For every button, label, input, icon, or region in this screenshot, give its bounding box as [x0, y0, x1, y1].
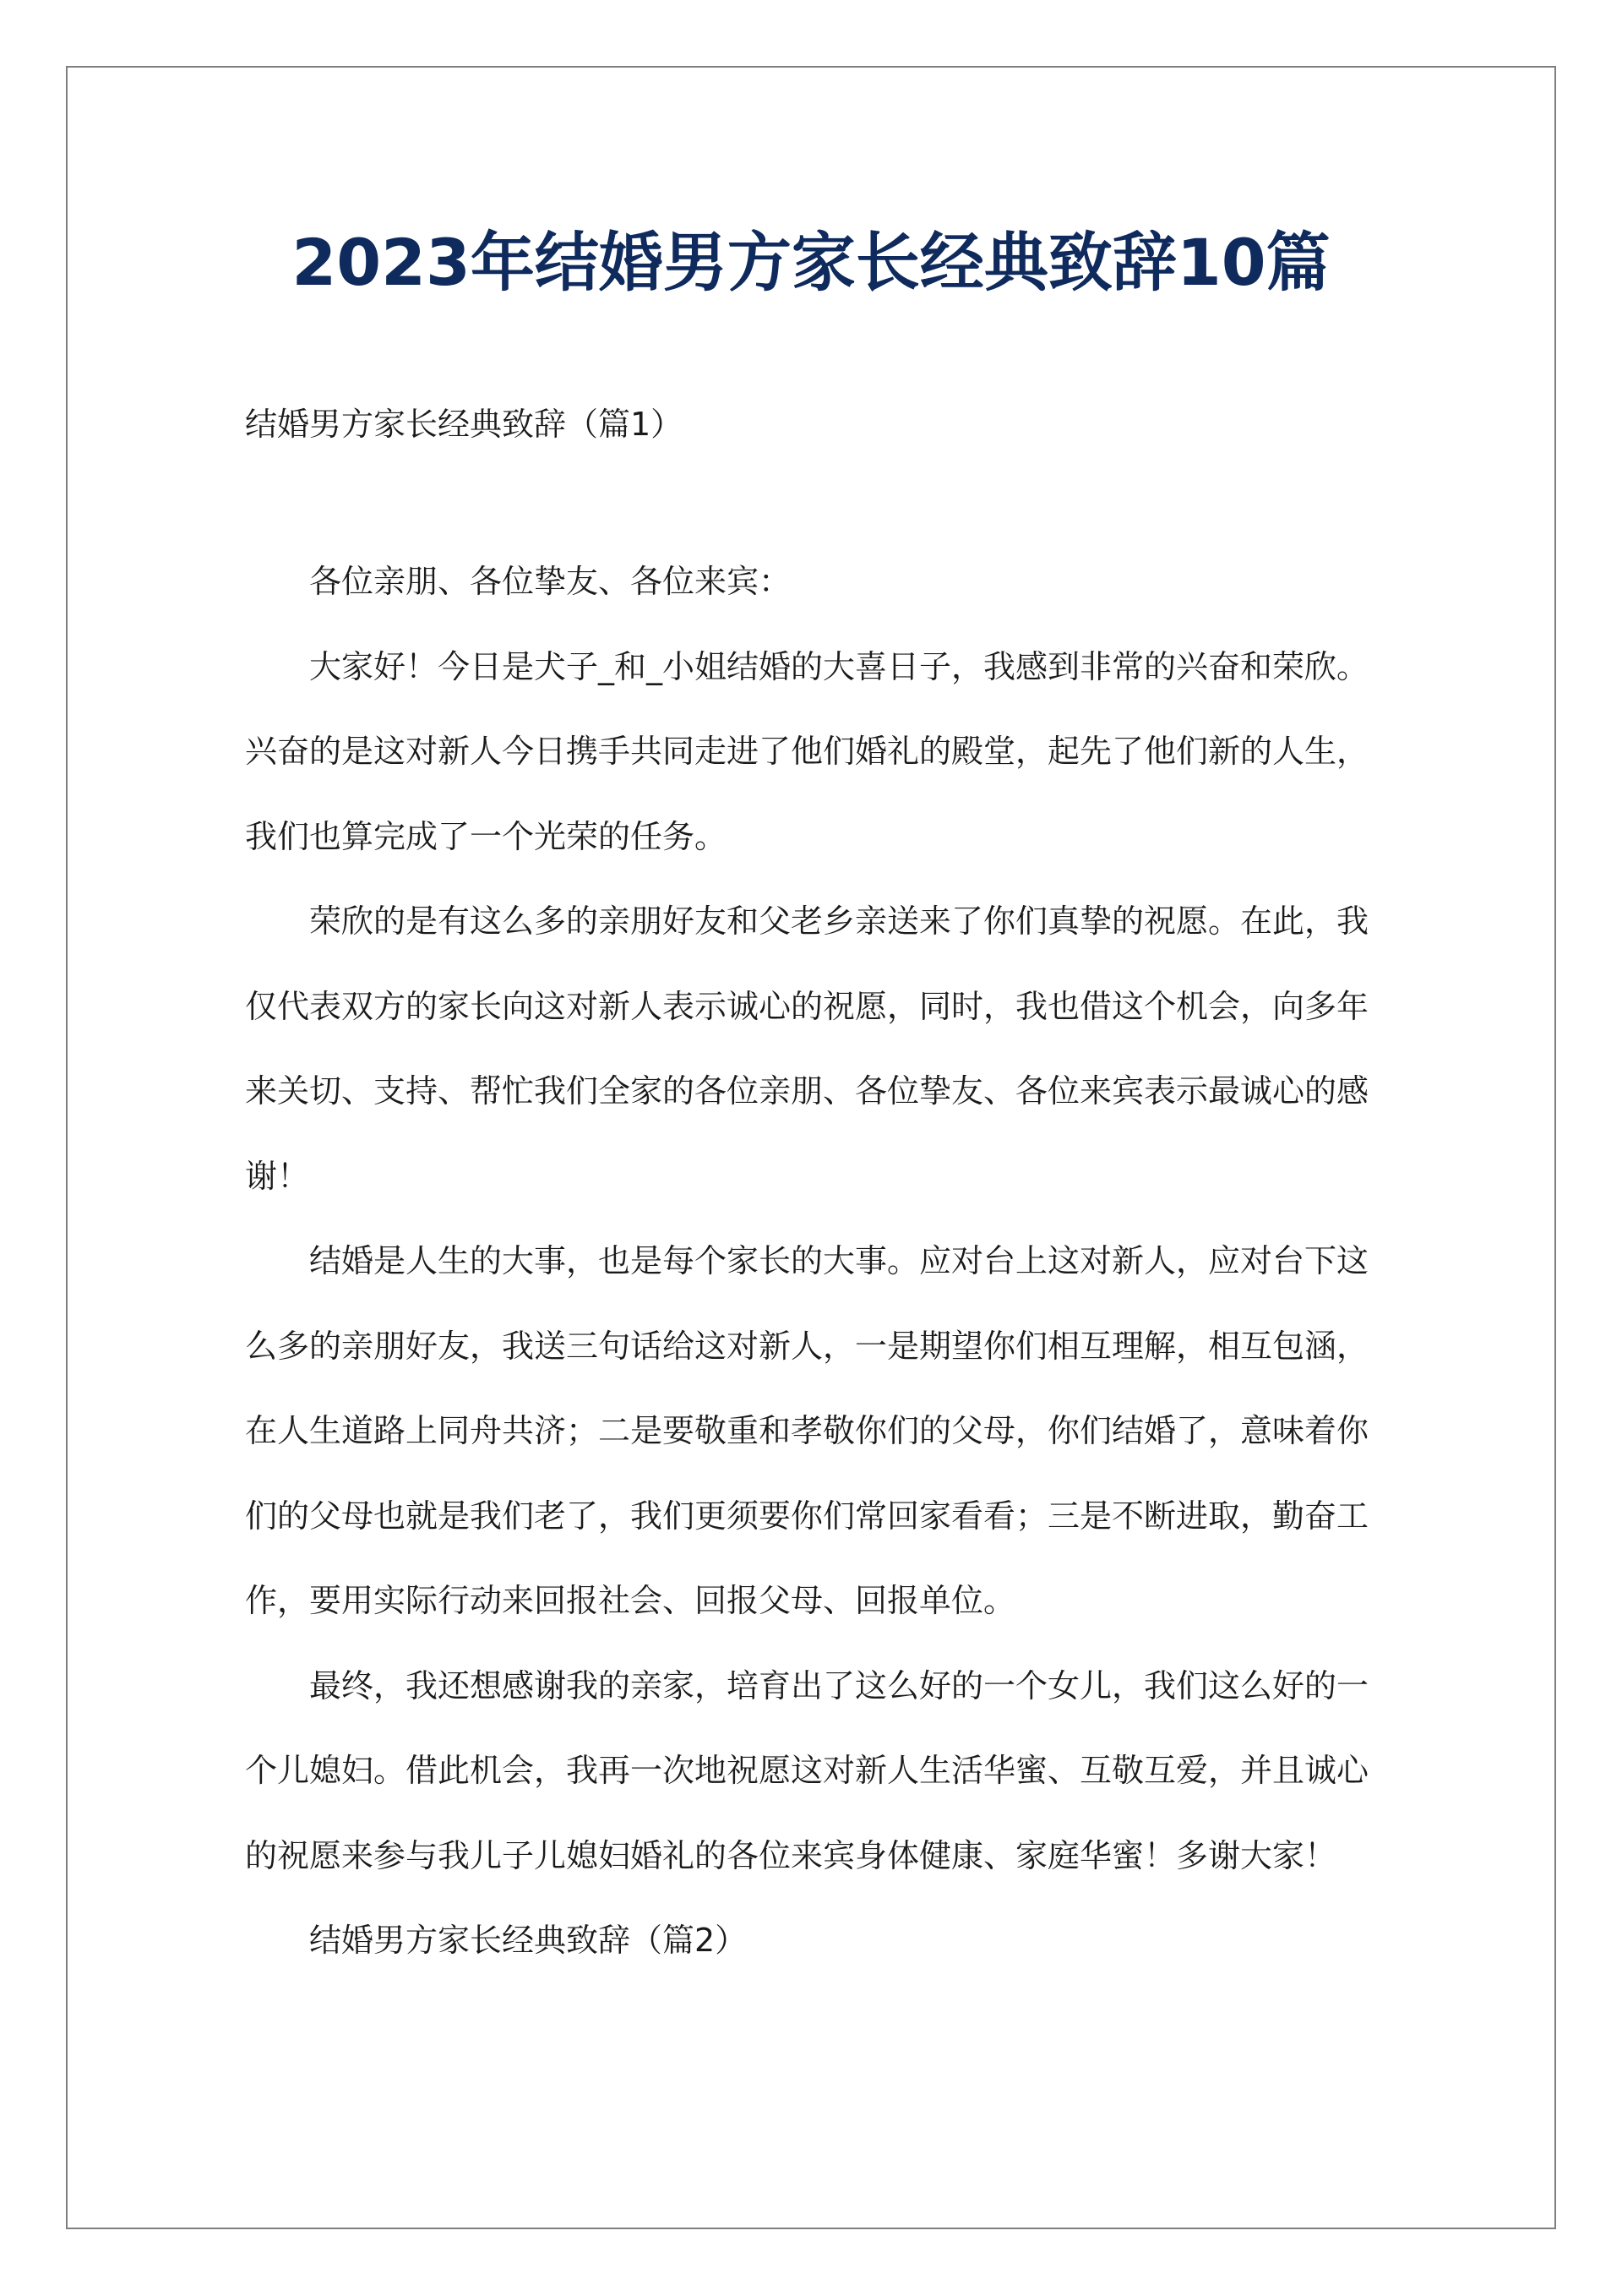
document-body: [245, 539, 1381, 1983]
section-heading: 结婚男方家长经典致辞（篇1）: [245, 406, 683, 443]
salutation-paragraph: 各位亲朋、各位挚友、各位来宾：: [309, 563, 792, 600]
document-title: 2023年结婚男方家长经典致辞10篇: [291, 225, 1331, 300]
body-paragraph: 荣欣的是有这么多的亲朋好友和父老乡亲送来了你们真挚的祝愿。在此，我仅代表双方的家长向这对新人表示诚心的祝愿，同时，我也借这个机会，向多年来关切、支持、帮忙我们全家的各位亲朋、各位挚友、各位来宾表示最诚心的感谢！: [245, 903, 1369, 1195]
body-paragraph: 结婚是人生的大事，也是每个家长的大事。应对台上这对新人，应对台下这么多的亲朋好友，我送三句话给这对新人，一是期望你们相互理解，相互包涵，在人生道路上同舟共济；二是要敬重和孝敬你们的父母，你们结婚了，意味着你们的父母也就是我们老了，我们更须要你们常回家看看；三是不断进取，勤奋工作，要用实际行动来回报社会、回报父母、回报单位。: [245, 1242, 1369, 1619]
section-heading: 结婚男方家长经典致辞（篇2）: [309, 1922, 748, 1959]
body-paragraph: 大家好！今日是犬子_和_小姐结婚的大喜日子，我感到非常的兴奋和荣欣。兴奋的是这对新人今日携手共同走进了他们婚礼的殿堂，起先了他们新的人生，我们也算完成了一个光荣的任务。: [245, 647, 1369, 855]
body-paragraph: 最终，我还想感谢我的亲家，培育出了这么好的一个女儿，我们这么好的一个儿媳妇。借此机会，我再一次地祝愿这对新人生活华蜜、互敬互爱，并且诚心的祝愿来参与我儿子儿媳妇婚礼的各位来宾身体健康、家庭华蜜！多谢大家！: [245, 1666, 1369, 1874]
